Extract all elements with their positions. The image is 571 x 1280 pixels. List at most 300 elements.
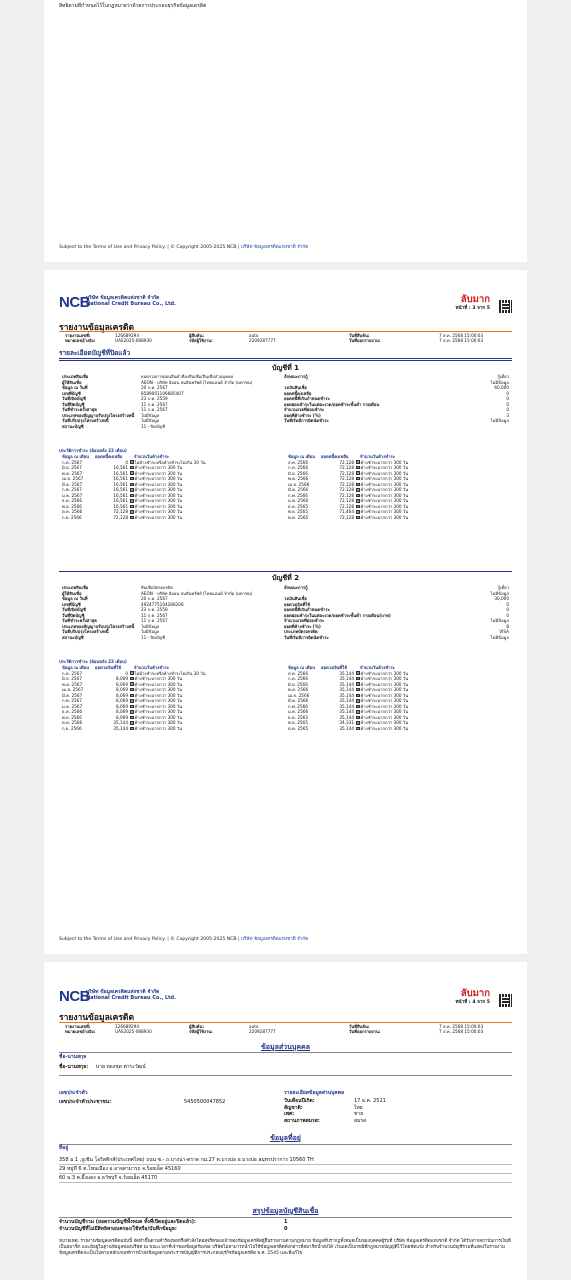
history-status-text: ค้างชำระมากกว่า 300 วัน bbox=[360, 720, 409, 726]
detail-value: 11 - ปิดบัญชี bbox=[141, 423, 165, 429]
detail-label: วันเดือนปีเกิด: bbox=[284, 1098, 315, 1104]
history-status-text: ค้างชำระมากกว่า 300 วัน bbox=[134, 720, 183, 726]
history-status-text: ค้างชำระมากกว่า 300 วัน bbox=[134, 481, 183, 487]
history-month: ก.ค. 2566 bbox=[288, 676, 308, 682]
history-balance: 72,128 bbox=[339, 487, 354, 493]
history-month: พ.ค. 2567 bbox=[62, 681, 83, 687]
detail-label: สถานะบัญชี bbox=[62, 423, 84, 429]
history-balance: 16,561 bbox=[113, 470, 128, 476]
history-balance: 35,144 bbox=[339, 676, 354, 682]
history-status-text: ค้างชำระมากกว่า 300 วัน bbox=[134, 676, 183, 682]
detail-value: 20 ก.ค. 2567 bbox=[141, 596, 168, 602]
company-name-en: National Credit Bureau Co., Ltd. bbox=[86, 995, 177, 1001]
history-balance: 35,144 bbox=[339, 681, 354, 687]
address-item: 358 ม.1 ,ถูเชิน โอริสติกส์(ประเทศไทย) ถนน ซ.- ถ.บางนา-ตราด กม.27 ต.บางบ่อ อ.บางบ่อ สมุทรปราการ 10560 TH bbox=[59, 1157, 512, 1165]
detail-label: ลักษณะการกู้ bbox=[284, 585, 308, 590]
history-month: ก.ย. 2566 bbox=[62, 726, 82, 732]
detail-label: วันที่เริ่มมีการผิดนัดชำระ bbox=[284, 634, 329, 640]
history-balance: 8,069 bbox=[116, 714, 128, 720]
member-code: 2209287777 bbox=[249, 338, 276, 344]
report-title: รายงานข้อมูลเครดิต bbox=[59, 1013, 134, 1023]
divider bbox=[59, 1052, 512, 1053]
detail-value: ยอดรวมการผ่อนสินค้าที่ลงสินเชื่อ/สินเชื่อส่วนบุคคล bbox=[141, 374, 234, 379]
status-square-icon bbox=[356, 488, 360, 492]
summary-value: 0 bbox=[284, 1225, 288, 1232]
divider bbox=[59, 1075, 512, 1076]
member-code-label: รหัสผู้ใช้งาน: bbox=[189, 338, 213, 344]
history-status-text: ค้างชำระมากกว่า 300 วัน bbox=[360, 476, 409, 482]
status-square-icon bbox=[356, 671, 360, 675]
history-month: ม.ค. 2566 bbox=[288, 498, 309, 504]
history-balance: 35,144 bbox=[339, 703, 354, 709]
history-status bbox=[356, 515, 408, 521]
report-header bbox=[59, 988, 512, 1010]
detail-label: วงเงินสินเชื่อ bbox=[284, 596, 307, 602]
history-balance: 35,144 bbox=[339, 714, 354, 720]
detail-value: 11 ก.ค. 2567 bbox=[141, 612, 168, 618]
account-2-title: บัญชีที่ 2 bbox=[271, 574, 300, 582]
orange-divider bbox=[59, 1022, 512, 1023]
personal-detail-header: รายละเอียดข้อมูลส่วนบุคคล bbox=[284, 1090, 345, 1096]
history-month: ธ.ค. 2565 bbox=[288, 503, 309, 509]
history-month: มิ.ย. 2567 bbox=[62, 465, 82, 471]
account-2-details bbox=[59, 585, 512, 640]
history-month: พ.ย. 2565 bbox=[288, 720, 308, 726]
status-square-icon bbox=[356, 466, 360, 470]
detail-value: ไม่มีข้อมูล bbox=[490, 618, 509, 624]
status-square-icon bbox=[356, 688, 360, 692]
history-status-text: ไม่ค้างชำระหรือค้างชำระไม่เกิน 30 วัน bbox=[134, 670, 206, 676]
history-month: ก.พ. 2566 bbox=[288, 703, 308, 709]
status-square-icon bbox=[356, 494, 360, 498]
detail-label: ยอดผ่อนชำระในแต่ละงวด/ยอดชำระขั้นต่ำ รายเดือน bbox=[284, 401, 380, 407]
status-square-icon bbox=[130, 499, 134, 503]
history-status bbox=[130, 515, 182, 521]
account-divider bbox=[59, 571, 512, 572]
history-balance: 72,128 bbox=[113, 515, 128, 521]
history-balance: 8,069 bbox=[116, 703, 128, 709]
status-square-icon bbox=[130, 694, 134, 698]
orange-divider bbox=[59, 331, 512, 332]
history-balance: 0 bbox=[125, 459, 128, 465]
history-month: พ.ค. 2567 bbox=[62, 470, 83, 476]
member-value: auto bbox=[249, 333, 259, 338]
status-square-icon bbox=[356, 694, 360, 698]
status-square-icon bbox=[356, 727, 360, 731]
status-square-icon bbox=[130, 699, 134, 703]
detail-label: ยอดหนี้คงเหลือ bbox=[284, 390, 312, 396]
detail-value: ชาย bbox=[354, 1111, 364, 1117]
id-label: เลขประจำตัวประชาชน: bbox=[59, 1099, 112, 1105]
address-list bbox=[59, 1157, 512, 1184]
print-date-label: วันที่ออกรายงาน: bbox=[349, 1029, 381, 1035]
history-month: มิ.ย. 2566 bbox=[288, 470, 308, 476]
detail-label: วันที่เปิดบัญชี bbox=[62, 396, 86, 402]
status-square-icon bbox=[356, 716, 360, 720]
detail-value: กู้เดี่ยว bbox=[497, 374, 509, 379]
detail-label: ข้อมูล ณ วันที่ bbox=[62, 385, 88, 391]
detail-value: ไม่มีข้อมูล bbox=[490, 418, 509, 424]
status-square-icon bbox=[130, 682, 134, 686]
history-balance: 16,561 bbox=[113, 503, 128, 509]
history-status-text: ค้างชำระมากกว่า 300 วัน bbox=[134, 698, 183, 704]
print-date: 7 ส.ค. 2568 15:00:03 bbox=[439, 338, 484, 344]
report-no-label: รายงานเลขที่: bbox=[65, 333, 91, 338]
detail-label: สัญชาติ: bbox=[284, 1104, 303, 1111]
detail-label: วันที่ปิดบัญชี bbox=[62, 612, 85, 618]
qr-code-icon bbox=[499, 994, 512, 1007]
inquiry-date-label: วันที่สืบค้น: bbox=[349, 333, 370, 338]
address-title: ข้อมูลที่อยู่ bbox=[270, 1134, 301, 1142]
history-balance: 72,128 bbox=[339, 459, 354, 465]
detail-value: 23 ก.ค. 2559 bbox=[141, 607, 168, 613]
status-square-icon bbox=[130, 516, 134, 520]
page-footer bbox=[59, 244, 512, 251]
history-col-status: จำนวนวันค้างชำระ bbox=[134, 454, 169, 459]
history-status-text: ค้างชำระมากกว่า 300 วัน bbox=[360, 670, 409, 676]
status-square-icon bbox=[130, 716, 134, 720]
history-month: พ.ค. 2566 bbox=[288, 687, 309, 693]
company-name-th: บริษัท ข้อมูลเครดิตแห่งชาติ จำกัด bbox=[86, 989, 160, 995]
detail-value: AEON - บริษัท อิออน ธนสินทรัพย์ (ไทยแลนด์ จำกัด (มหาชน) bbox=[141, 379, 253, 385]
history-balance: 72,128 bbox=[339, 470, 354, 476]
detail-value: ไม่มีข้อมูล bbox=[490, 634, 509, 640]
page-number: หน้าที่ : 3 จาก 5 bbox=[455, 306, 490, 311]
history-month: ต.ค. 2566 bbox=[62, 509, 83, 515]
history-month: ม.ค. 2567 bbox=[62, 492, 83, 498]
member-ref: UAS2025-088930 bbox=[115, 338, 152, 344]
history-status-text: ค้างชำระมากกว่า 300 วัน bbox=[134, 714, 183, 720]
history-month: ก.ค. 2567 bbox=[62, 670, 82, 676]
history-month: เม.ย. 2566 bbox=[288, 481, 310, 487]
history-col-balance: ยอดวงเงินที่ใช้ bbox=[321, 665, 348, 670]
history-month: ม.ค. 2566 bbox=[288, 709, 309, 715]
history-month: มี.ค. 2566 bbox=[288, 698, 309, 704]
detail-value: 20 ก.ค. 2567 bbox=[141, 385, 168, 391]
history-month: มี.ค. 2567 bbox=[62, 692, 83, 698]
inquiry-date-label: วันที่สืบค้น: bbox=[349, 1024, 370, 1029]
member-code: 2209287777 bbox=[249, 1029, 276, 1035]
history-status bbox=[356, 726, 408, 732]
history-month: มิ.ย. 2566 bbox=[288, 681, 308, 687]
history-status-text: ค้างชำระมากกว่า 300 วัน bbox=[360, 714, 409, 720]
history-month: มี.ค. 2567 bbox=[62, 481, 83, 487]
history-col-balance: ยอดหนี้คงเหลือ bbox=[321, 454, 349, 459]
history-balance: 8,069 bbox=[116, 687, 128, 693]
inquiry-date: 7 ส.ค. 2568 15:00:03 bbox=[439, 1024, 484, 1029]
history-month: ก.ค. 2566 bbox=[288, 465, 308, 471]
detail-value: 23 ก.ค. 2559 bbox=[141, 396, 168, 402]
detail-label: ประเภทของสัญญาปรับปรุงโครงสร้างหนี้ bbox=[62, 412, 135, 418]
history-balance: 35,144 bbox=[339, 692, 354, 698]
status-square-icon bbox=[130, 505, 134, 509]
detail-label: ลักษณะการกู้ bbox=[284, 374, 308, 379]
history-col-month: ข้อมูล ณ เดือน bbox=[62, 454, 90, 459]
report-no: 126689294 bbox=[115, 333, 139, 338]
history-status-text: ค้างชำระมากกว่า 300 วัน bbox=[134, 709, 183, 715]
member-label: ผู้สืบค้น: bbox=[189, 333, 205, 338]
history-row bbox=[59, 726, 512, 732]
report-meta bbox=[59, 1024, 512, 1035]
detail-value: ไม่มีข้อมูล bbox=[141, 412, 160, 418]
history-status-text: ค้างชำระมากกว่า 300 วัน bbox=[134, 726, 183, 732]
account-1-title: บัญชีที่ 1 bbox=[271, 364, 300, 372]
detail-value: 0 bbox=[506, 401, 509, 407]
status-square-icon bbox=[130, 483, 134, 487]
status-square-icon bbox=[130, 688, 134, 692]
history-month: เม.ย. 2567 bbox=[62, 476, 84, 482]
print-date-label: วันที่ออกรายงาน: bbox=[349, 338, 381, 344]
account-1-history bbox=[59, 448, 512, 521]
detail-value: 0 bbox=[506, 607, 509, 613]
detail-value: 11 ก.ค. 2567 bbox=[141, 401, 168, 407]
history-status-text: ค้างชำระมากกว่า 300 วัน bbox=[360, 698, 409, 704]
status-square-icon bbox=[130, 710, 134, 714]
detail-value: 0 bbox=[506, 390, 509, 396]
detail-value: ไม่มีข้อมูล bbox=[141, 623, 160, 629]
history-status-text: ค้างชำระมากกว่า 300 วัน bbox=[360, 676, 409, 682]
name-header: ชื่อ-นามสกุล bbox=[59, 1054, 87, 1060]
id-header: เลขประจำตัว bbox=[59, 1090, 88, 1096]
status-square-icon bbox=[130, 460, 134, 464]
company-name-en: National Credit Bureau Co., Ltd. bbox=[86, 301, 177, 307]
detail-value: ไม่มีข้อมูล bbox=[490, 590, 509, 596]
detail-label: ประเภทสินเชื่อ bbox=[62, 585, 89, 590]
detail-value: 11 ก.ค. 2567 bbox=[141, 407, 168, 413]
detail-label: วันที่เปิดบัญชี bbox=[62, 607, 86, 613]
status-square-icon bbox=[356, 471, 360, 475]
history-status-text: ค้างชำระมากกว่า 300 วัน bbox=[134, 492, 183, 498]
history-col-status: จำนวนวันค้างชำระ bbox=[134, 665, 169, 670]
detail-label: ยอดหนี้ที่เกินกำหนดชำระ bbox=[284, 396, 330, 402]
detail-value: 11 - ปิดบัญชี bbox=[141, 634, 165, 640]
history-status-text: ค้างชำระมากกว่า 300 วัน bbox=[134, 503, 183, 509]
history-balance: 72,128 bbox=[339, 476, 354, 482]
status-square-icon bbox=[130, 671, 134, 675]
history-balance: 72,128 bbox=[339, 515, 354, 521]
report-no-label: รายงานเลขที่: bbox=[65, 1024, 91, 1029]
history-col-status: จำนวนวันค้างชำระ bbox=[360, 454, 395, 459]
history-balance: 72,128 bbox=[339, 465, 354, 471]
inquiry-date: 7 ส.ค. 2568 15:00:03 bbox=[439, 333, 484, 338]
footer-terms: Subject to the Terms of Use and Privacy Policy. | © Copyright 2005-2025 NCB | bbox=[59, 937, 240, 942]
detail-value: ไม่มีข้อมูล bbox=[490, 379, 509, 385]
history-col-month: ข้อมูล ณ เดือน bbox=[288, 454, 316, 459]
detail-label: ยอดที่ค้างชำระ (%) bbox=[284, 412, 321, 418]
history-status-text: ค้างชำระมากกว่า 300 วัน bbox=[360, 515, 409, 521]
history-month: พ.ย. 2566 bbox=[62, 714, 82, 720]
footer-company-link[interactable]: บริษัท ข้อมูลเครดิตแห่งชาติ จำกัด bbox=[241, 937, 309, 942]
detail-label: จำนวนงวดที่ผ่อนชำระ bbox=[284, 407, 325, 413]
status-square-icon bbox=[130, 488, 134, 492]
detail-label: ข้อมูล ณ วันที่ bbox=[62, 596, 88, 602]
page-top-text: สิทธิตามที่กำหนดไว้ในกฎหมายว่าด้วยการประกอบธุรกิจข้อมูลเครดิต bbox=[59, 3, 207, 9]
summary-row bbox=[59, 1226, 512, 1233]
status-square-icon bbox=[356, 477, 360, 481]
summary-label: จำนวนบัญชีที่ไม่มีสิทธิครอบครอง/ใช้หรือ/บันทึกข้อมูล: bbox=[59, 1225, 177, 1232]
detail-value: 0 bbox=[506, 407, 509, 413]
footer-company-link[interactable]: บริษัท ข้อมูลเครดิตแห่งชาติ จำกัด bbox=[241, 245, 309, 250]
divider bbox=[59, 1217, 512, 1218]
detail-label: ยอดวงเงินที่ใช้ bbox=[284, 601, 311, 607]
status-square-icon bbox=[130, 510, 134, 514]
history-month: มี.ค. 2566 bbox=[288, 487, 309, 493]
status-square-icon bbox=[356, 721, 360, 725]
detail-value: 0 bbox=[506, 601, 509, 607]
detail-label: ประเภทบัตรเครดิต bbox=[284, 629, 318, 635]
history-month: พ.ย. 2566 bbox=[62, 503, 82, 509]
history-balance: 8,069 bbox=[116, 698, 128, 704]
history-col-balance: ยอดหนี้คงเหลือ bbox=[95, 454, 123, 459]
history-month: ม.ค. 2567 bbox=[62, 703, 83, 709]
history-month: พ.ค. 2566 bbox=[288, 476, 309, 482]
status-square-icon bbox=[356, 483, 360, 487]
report-page-4 bbox=[44, 962, 527, 1280]
detail-value: ไทย bbox=[354, 1104, 363, 1111]
history-month: ต.ค. 2566 bbox=[62, 720, 83, 726]
summary-label: จำนวนบัญชีรวม (ยอดรวมบัญชีทั้งหมด ทั้งที่เปิดอยู่และปิดแล้ว): bbox=[59, 1219, 197, 1225]
detail-value: สมรส bbox=[354, 1117, 367, 1124]
history-month: เม.ย. 2566 bbox=[288, 692, 310, 698]
detail-value: AEON - บริษัท อิออน ธนสินทรัพย์ (ไทยแลนด์ จำกัด (มหาชน) bbox=[141, 590, 253, 596]
detail-label: ผู้ให้สินเชื่อ bbox=[62, 379, 82, 385]
detail-value: ไม่มีข้อมูล bbox=[141, 629, 160, 635]
history-month: ก.พ. 2567 bbox=[62, 698, 82, 704]
detail-value: 3 bbox=[506, 412, 509, 418]
detail-value: VISA bbox=[499, 629, 509, 635]
history-status-text: ค้างชำระมากกว่า 300 วัน bbox=[134, 509, 183, 515]
detail-value: 8 bbox=[506, 623, 509, 629]
history-status-text: ค้างชำระมากกว่า 300 วัน bbox=[360, 465, 409, 471]
history-status-text: ค้างชำระมากกว่า 300 วัน bbox=[134, 681, 183, 687]
detail-value: ไม่มีข้อมูล bbox=[141, 418, 160, 424]
history-col-month: ข้อมูล ณ เดือน bbox=[62, 665, 90, 670]
history-balance: 35,144 bbox=[113, 720, 128, 726]
section-divider bbox=[59, 358, 512, 361]
report-page-3 bbox=[44, 270, 527, 954]
history-balance: 35,144 bbox=[339, 698, 354, 704]
history-status-text: ค้างชำระมากกว่า 300 วัน bbox=[360, 492, 409, 498]
history-status-text: ค้างชำระมากกว่า 300 วัน bbox=[360, 709, 409, 715]
detail-value: 0 bbox=[506, 612, 509, 618]
status-square-icon bbox=[130, 466, 134, 470]
personal-info-title: ข้อมูลส่วนบุคคล bbox=[261, 1043, 310, 1051]
history-col-balance: ยอดวงเงินที่ใช้ bbox=[95, 665, 122, 670]
detail-row bbox=[284, 1118, 512, 1125]
status-square-icon bbox=[356, 677, 360, 681]
report-title: รายงานข้อมูลเครดิต bbox=[59, 323, 134, 333]
detail-value: 17 ธ.ค. 2521 bbox=[354, 1098, 386, 1104]
account-2-history bbox=[59, 659, 512, 732]
history-balance: 16,561 bbox=[113, 487, 128, 493]
history-status-text: ค้างชำระมากกว่า 300 วัน bbox=[134, 487, 183, 493]
history-balance: 35,144 bbox=[113, 726, 128, 732]
detail-label: เลขที่บัญชี bbox=[62, 390, 81, 396]
history-balance: 72,128 bbox=[113, 509, 128, 515]
history-month: ก.ค. 2567 bbox=[62, 459, 82, 465]
detail-label: สถานะบัญชี bbox=[62, 634, 84, 640]
status-square-icon bbox=[130, 477, 134, 481]
history-status-text: ค้างชำระมากกว่า 300 วัน bbox=[360, 487, 409, 493]
history-month: เม.ย. 2567 bbox=[62, 687, 84, 693]
history-month: ส.ค. 2566 bbox=[288, 459, 309, 465]
report-page-2 bbox=[44, 0, 527, 262]
status-square-icon bbox=[130, 721, 134, 725]
detail-label: ประเภทของสัญญาปรับปรุงโครงสร้างหนี้ bbox=[62, 623, 135, 629]
status-square-icon bbox=[356, 516, 360, 520]
detail-label: จำนวนงวดที่ผ่อนชำระ bbox=[284, 618, 325, 624]
detail-label: ผู้ให้สินเชื่อ bbox=[62, 590, 82, 596]
history-status-text: ค้างชำระมากกว่า 300 วัน bbox=[134, 687, 183, 693]
history-balance: 8,069 bbox=[116, 692, 128, 698]
closed-accounts-title: รายละเอียดบัญชีที่ปิดแล้ว bbox=[59, 349, 131, 357]
detail-value: สินเชื่อบัตรเครดิต bbox=[141, 585, 173, 590]
history-month: ก.พ. 2566 bbox=[288, 492, 308, 498]
detail-label: เลขที่บัญชี bbox=[62, 601, 81, 607]
name-value: นาย ทองชุด ตาระวัฒน์ bbox=[95, 1064, 146, 1070]
status-square-icon bbox=[130, 471, 134, 475]
detail-label: เพศ: bbox=[284, 1111, 295, 1117]
history-balance: 72,128 bbox=[339, 481, 354, 487]
history-balance: 72,128 bbox=[339, 492, 354, 498]
history-balance: 8,069 bbox=[116, 681, 128, 687]
status-square-icon bbox=[130, 705, 134, 709]
history-month: ก.ย. 2566 bbox=[62, 515, 82, 521]
history-status-text: ค้างชำระมากกว่า 300 วัน bbox=[360, 459, 409, 465]
history-balance: 35,144 bbox=[339, 687, 354, 693]
detail-label: ยอดที่ค้างชำระ (%) bbox=[284, 623, 321, 629]
print-date: 7 ส.ค. 2568 15:00:03 bbox=[439, 1029, 484, 1035]
detail-value: 60,000 bbox=[494, 385, 509, 391]
member-label: ผู้สืบค้น: bbox=[189, 1024, 205, 1029]
credit-summary-title: สรุปข้อมูลบัญชีสินเชื่อ bbox=[252, 1207, 319, 1215]
summary-value: 1 bbox=[284, 1219, 288, 1225]
status-square-icon bbox=[356, 710, 360, 714]
detail-label: วันที่เริ่มมีการผิดนัดชำระ bbox=[284, 418, 329, 424]
history-month: ก.พ. 2567 bbox=[62, 487, 82, 493]
company-name-th: บริษัท ข้อมูลเครดิตแห่งชาติ จำกัด bbox=[86, 295, 160, 301]
member-ref: UAS2025-088930 bbox=[115, 1029, 152, 1035]
detail-label: วันที่ชำระครั้งล่าสุด bbox=[62, 618, 97, 624]
history-balance: 8,069 bbox=[116, 676, 128, 682]
history-month: ธ.ค. 2565 bbox=[288, 714, 309, 720]
history-status-text: ค้างชำระมากกว่า 300 วัน bbox=[360, 470, 409, 476]
detail-label: วันที่ปรับปรุงโครงสร้างหนี้ bbox=[62, 629, 109, 635]
id-value: 5450500047852 bbox=[184, 1099, 226, 1105]
history-balance: 16,561 bbox=[113, 476, 128, 482]
report-header bbox=[59, 294, 512, 316]
detail-value: 8589001106685407 bbox=[141, 390, 184, 396]
report-note: หมายเหตุ: รายงานข้อมูลเครดิตฉบับนี้ จัดทำขึ้นตามคำร้องขอหรือคำสั่งโดยสุจริตของเจ้าของข้อมูลเครดิตผู้ยื่นรายงานตามกฎหมาย ข้อมูลที่ปรากฏทั้งหมดเป็นของบุคคลผู้รับที่ บริษัท ข้อมูลเครดิตแห่งชาติ จำกัด ได้รับจากสถาบันการเงินที่เป็นสมาชิก และมีอยู่ในฐานข้อมูลของบริษัท ณ ขณะเวลาที่เจ้าของข้อมูลร้องขอ บริษัทไม่สามารถนำไปใช้ข้อมูลเครดิตดังกล่าวที่สมาชิกนำส่งได้ เว้นแต่เป็นกรณีที่กฎหมายบัญญัติไว้โดยชัดแจ้ง สำหรับจำนวนบัญชีรวมที่แสดงในรายงานข้อมูลเครดิตจะเป็นไปตามหลักเกณฑ์การนำส่งข้อมูลตามพระราชบัญญัติการประกอบธุรกิจข้อมูลเครดิต พ.ศ. 2545 และที่แก้ไข bbox=[59, 1239, 511, 1257]
history-col-status: จำนวนวันค้างชำระ bbox=[360, 665, 395, 670]
history-month: มิ.ย. 2567 bbox=[62, 676, 82, 682]
status-square-icon bbox=[356, 499, 360, 503]
history-status-text: ค้างชำระมากกว่า 300 วัน bbox=[134, 465, 183, 471]
history-balance: 16,561 bbox=[113, 492, 128, 498]
history-status-text: ไม่ค้างชำระหรือค้างชำระไม่เกิน 30 วัน bbox=[134, 459, 206, 465]
detail-value: 4924775104288206 bbox=[141, 601, 184, 607]
ncb-logo: NCB bbox=[59, 294, 90, 311]
status-square-icon bbox=[356, 460, 360, 464]
history-month: ธ.ค. 2566 bbox=[62, 498, 83, 504]
history-month: พ.ย. 2565 bbox=[288, 509, 308, 515]
status-square-icon bbox=[356, 682, 360, 686]
history-balance: 34,331 bbox=[339, 720, 354, 726]
history-balance: 8,069 bbox=[116, 709, 128, 715]
address-header: ที่อยู่ bbox=[59, 1145, 69, 1151]
report-no: 126689294 bbox=[115, 1024, 139, 1029]
status-square-icon bbox=[356, 510, 360, 514]
